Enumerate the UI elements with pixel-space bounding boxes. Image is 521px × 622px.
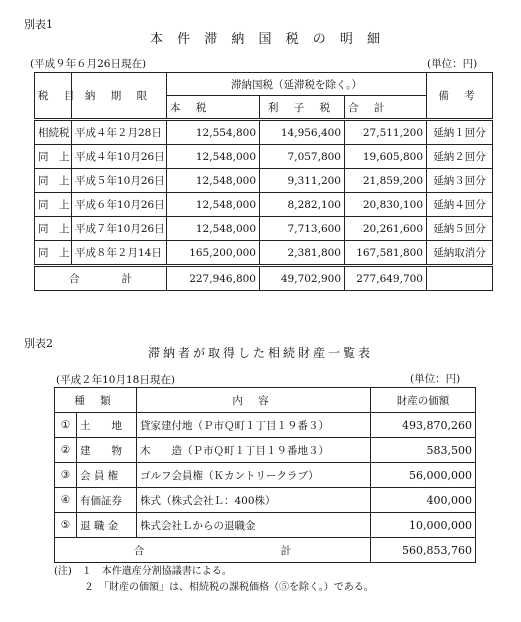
table2-note-2: ２ 「財産の価額」は、相続税の課税価格（⑤を除く。）である。 [54, 582, 374, 593]
total-interest: 49,702,900 [260, 266, 345, 291]
table-row: ④ 有価証券 株式（株式会社Ｌ：400株） 400,000 [55, 488, 476, 513]
table1-label: 別表1 [24, 18, 53, 31]
total-label: 合 計 [35, 266, 167, 291]
table1-delinquent-tax-details [34, 72, 493, 291]
header-content: 内 容 [137, 388, 371, 413]
header-tax-type: 税 目 [35, 73, 72, 120]
table2-as-of-date: (平成２年10月18日現在) [56, 374, 175, 386]
table-row: ① 土 地 貸家建付地（Ｐ市Ｑ町１丁目１９番３） 493,870,260 [55, 413, 476, 438]
table-row: ③ 会 員 権 ゴルフ会員権（Ｋカントリークラブ） 56,000,000 [55, 463, 476, 488]
total-principal: 227,946,800 [167, 266, 260, 291]
table-row: 同 上 平成７年10月26日 12,548,000 7,713,600 20,261,600 延納５回分 [35, 217, 493, 241]
total-value: 560,853,760 [371, 538, 476, 563]
table2-total-row [55, 538, 476, 563]
table2-inherited-property-list [54, 387, 476, 563]
table-row: 同 上 平成６年10月26日 12,548,000 8,282,100 20,830,100 延納４回分 [35, 193, 493, 217]
table1-title: 本 件 滞 納 国 税 の 明 細 [150, 32, 386, 47]
table1-total-row [35, 266, 493, 291]
table2-unit: (単位：円) [410, 373, 461, 385]
header-kind: 種 類 [55, 388, 137, 413]
table-row: 同 上 平成４年10月26日 12,548,000 7,057,800 19,605,800 延納２回分 [35, 145, 493, 169]
total-sum: 277,649,700 [345, 266, 427, 291]
table1-as-of-date: (平成９年６月26日現在) [30, 58, 147, 70]
table1-unit: (単位：円) [427, 58, 478, 70]
total-remarks-empty [427, 266, 493, 291]
table-row: 相続税 平成４年２月28日 12,554,800 14,956,400 27,511,200 延納１回分 [35, 120, 493, 145]
header-principal-tax: 本 税 [167, 96, 260, 120]
header-interest-tax: 利 子 税 [260, 96, 345, 120]
header-value: 財産の価額 [371, 388, 476, 413]
table-row: 同 上 平成８年２月14日 165,200,000 2,381,800 167,581,800 延納取消分 [35, 241, 493, 266]
table2-title: 滞納者が取得した相続財産一覧表 [148, 346, 374, 360]
table-row: ② 建 物 木 造（Ｐ市Ｑ町１丁目１９番地３） 583,500 [55, 438, 476, 463]
header-delinquent-tax-group: 滞納国税（延滞税を除く。） [167, 73, 427, 96]
table-row: ⑤ 退 職 金 株式会社Ｌからの退職金 10,000,000 [55, 513, 476, 538]
table2-note-1: (注) １ 本件遺産分割協議書による。 [54, 566, 232, 577]
header-remarks: 備 考 [427, 73, 493, 120]
total-label: 合 計 [55, 538, 371, 563]
table2-label: 別表2 [24, 337, 53, 350]
header-total: 合 計 [345, 96, 427, 120]
table-row: 同 上 平成５年10月26日 12,548,000 9,311,200 21,859,200 延納３回分 [35, 169, 493, 193]
header-due-date: 納 期 限 [72, 73, 167, 120]
